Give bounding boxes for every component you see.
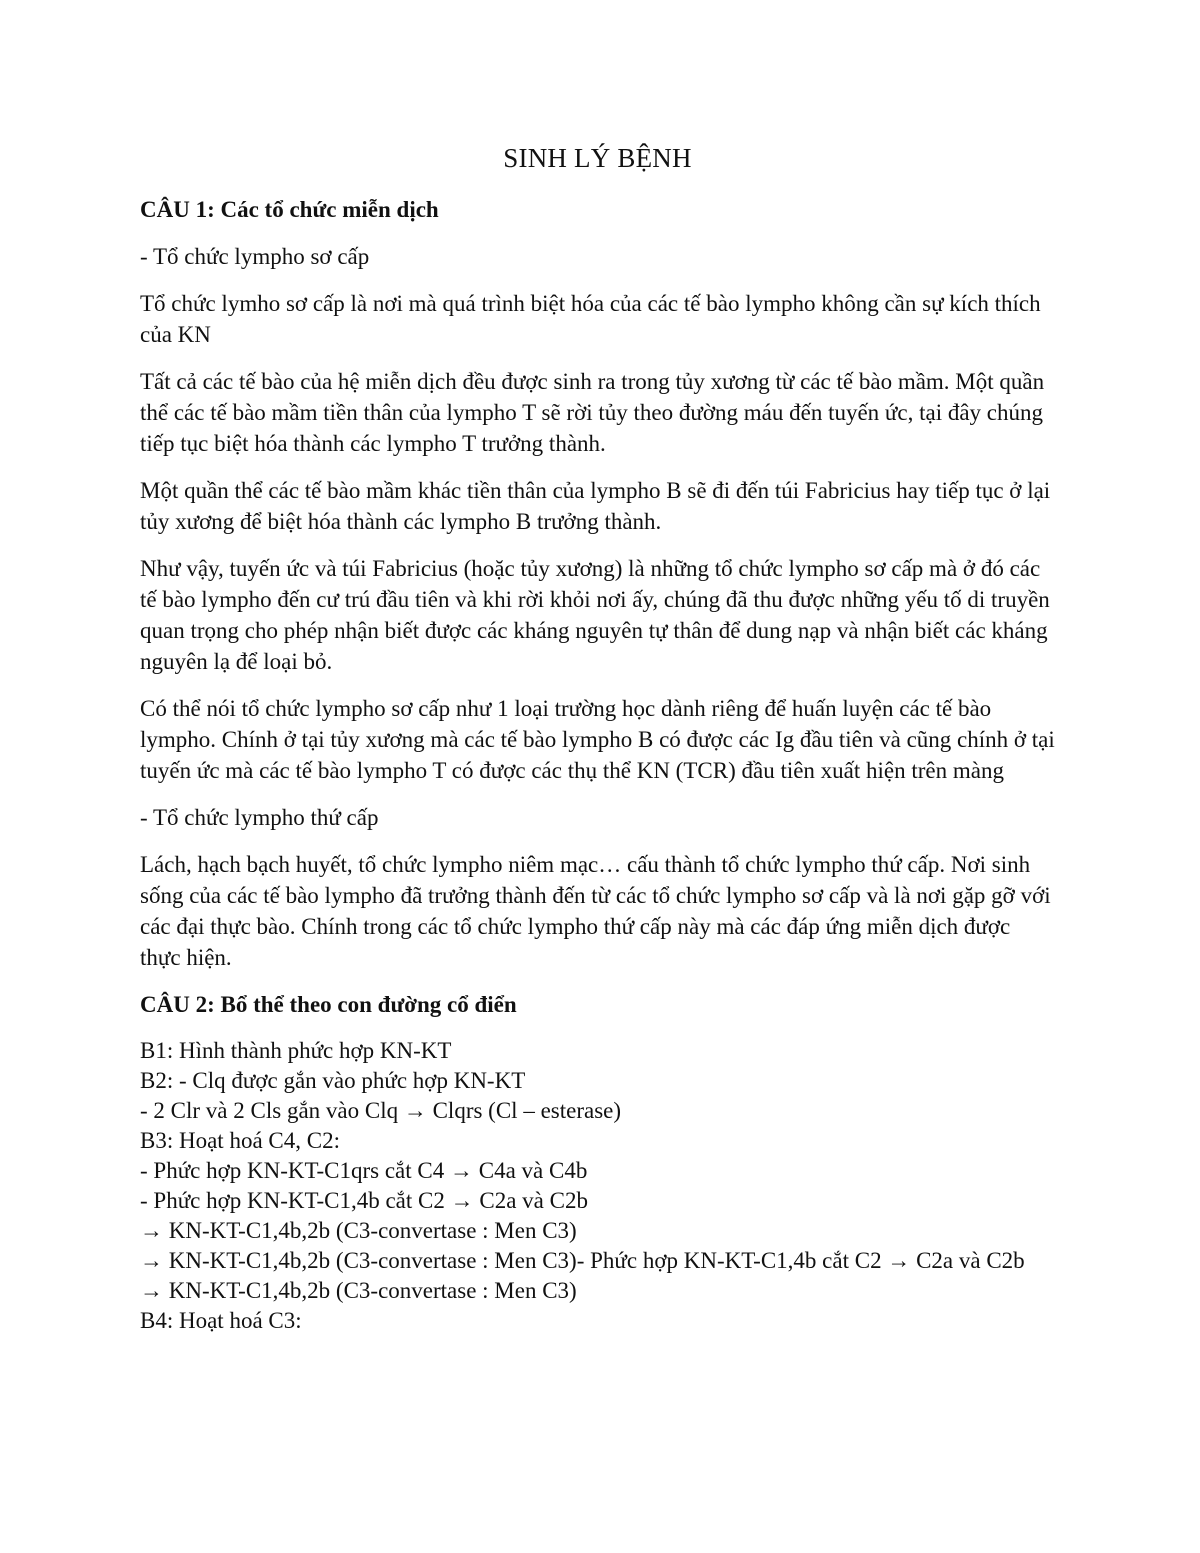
step-line: B4: Hoạt hoá C3: xyxy=(140,1308,302,1333)
paragraph-stem-cells: Tất cả các tế bào của hệ miễn dịch đều được sinh ra trong tủy xương từ các tế bào mầm. Một quần thể các tế bào mầm tiền thân của lympho T sẽ rời tủy theo đường máu đến tuyến ức, tại đây chúng tiếp tục biệt hóa thành các lympho T trưởng thành. xyxy=(140,369,1045,456)
step-line: - Phức hợp KN-KT-C1,4b cắt C2 → C2a và C2b xyxy=(140,1188,588,1213)
step-line: → KN-KT-C1,4b,2b (C3-convertase : Men C3)- Phức hợp KN-KT-C1,4b cắt C2 → C2a và C2b xyxy=(140,1248,1025,1273)
document-body xyxy=(140,140,1055,1336)
step-line: B3: Hoạt hoá C4, C2: xyxy=(140,1128,340,1153)
paragraph-training-school: Có thể nói tổ chức lympho sơ cấp như 1 loại trường học dành riêng để huấn luyện các tế bào lympho. Chính ở tại tủy xương mà các tế bào lympho B có được các Ig đầu tiên và cũng chính ở tại tuyến ức mà các tế bào lympho T có được các thụ thể KN (TCR) đầu tiên xuất hiện trên màng xyxy=(140,696,1055,783)
complement-steps-list xyxy=(140,1036,1055,1336)
document-title: SINH LÝ BỆNH xyxy=(503,143,692,173)
paragraph-secondary-lymphoid: Lách, hạch bạch huyết, tổ chức lympho niêm mạc… cấu thành tổ chức lympho thứ cấp. Nơi sinh sống của các tế bào lympho đã trưởng thành đến từ các tổ chức lympho sơ cấp và là nơi gặp gỡ với các đại thực bào. Chính trong các tổ chức lympho thứ cấp này mà các đáp ứng miễn dịch được thực hiện. xyxy=(140,852,1051,970)
section-2-heading: CÂU 2: Bổ thể theo con đường cổ điển xyxy=(140,992,517,1017)
section-1-heading: CÂU 1: Các tổ chức miễn dịch xyxy=(140,197,439,222)
step-line: → KN-KT-C1,4b,2b (C3-convertase : Men C3) xyxy=(140,1218,577,1243)
paragraph-primary-definition: Tổ chức lymho sơ cấp là nơi mà quá trình biệt hóa của các tế bào lympho không cần sự kích thích của KN xyxy=(140,291,1041,347)
paragraph-thymus-fabricius: Như vậy, tuyến ức và túi Fabricius (hoặc tủy xương) là những tổ chức lympho sơ cấp mà ở đó các tế bào lympho đến cư trú đầu tiên và khi rời khỏi nơi ấy, chúng đã thu được những yếu tố di truyền quan trọng cho phép nhận biết được các kháng nguyên tự thân để dung nạp và nhận biết các kháng nguyên lạ để loại bỏ. xyxy=(140,556,1050,674)
step-line: - 2 Clr và 2 Cls gắn vào Clq → Clqrs (Cl – esterase) xyxy=(140,1098,622,1123)
paragraph-lympho-b: Một quần thể các tế bào mầm khác tiền thân của lympho B sẽ đi đến túi Fabricius hay tiếp tục ở lại tủy xương để biệt hóa thành các lympho B trưởng thành. xyxy=(140,478,1051,534)
step-line: B2: - Clq được gắn vào phức hợp KN-KT xyxy=(140,1068,526,1093)
step-line: → KN-KT-C1,4b,2b (C3-convertase : Men C3) xyxy=(140,1278,577,1303)
step-line: B1: Hình thành phức hợp KN-KT xyxy=(140,1038,452,1063)
subsection-heading-secondary-lymphoid: - Tổ chức lympho thứ cấp xyxy=(140,805,379,830)
step-line: - Phức hợp KN-KT-C1qrs cắt C4 → C4a và C4b xyxy=(140,1158,588,1183)
subsection-heading-primary-lymphoid: - Tổ chức lympho sơ cấp xyxy=(140,244,370,269)
